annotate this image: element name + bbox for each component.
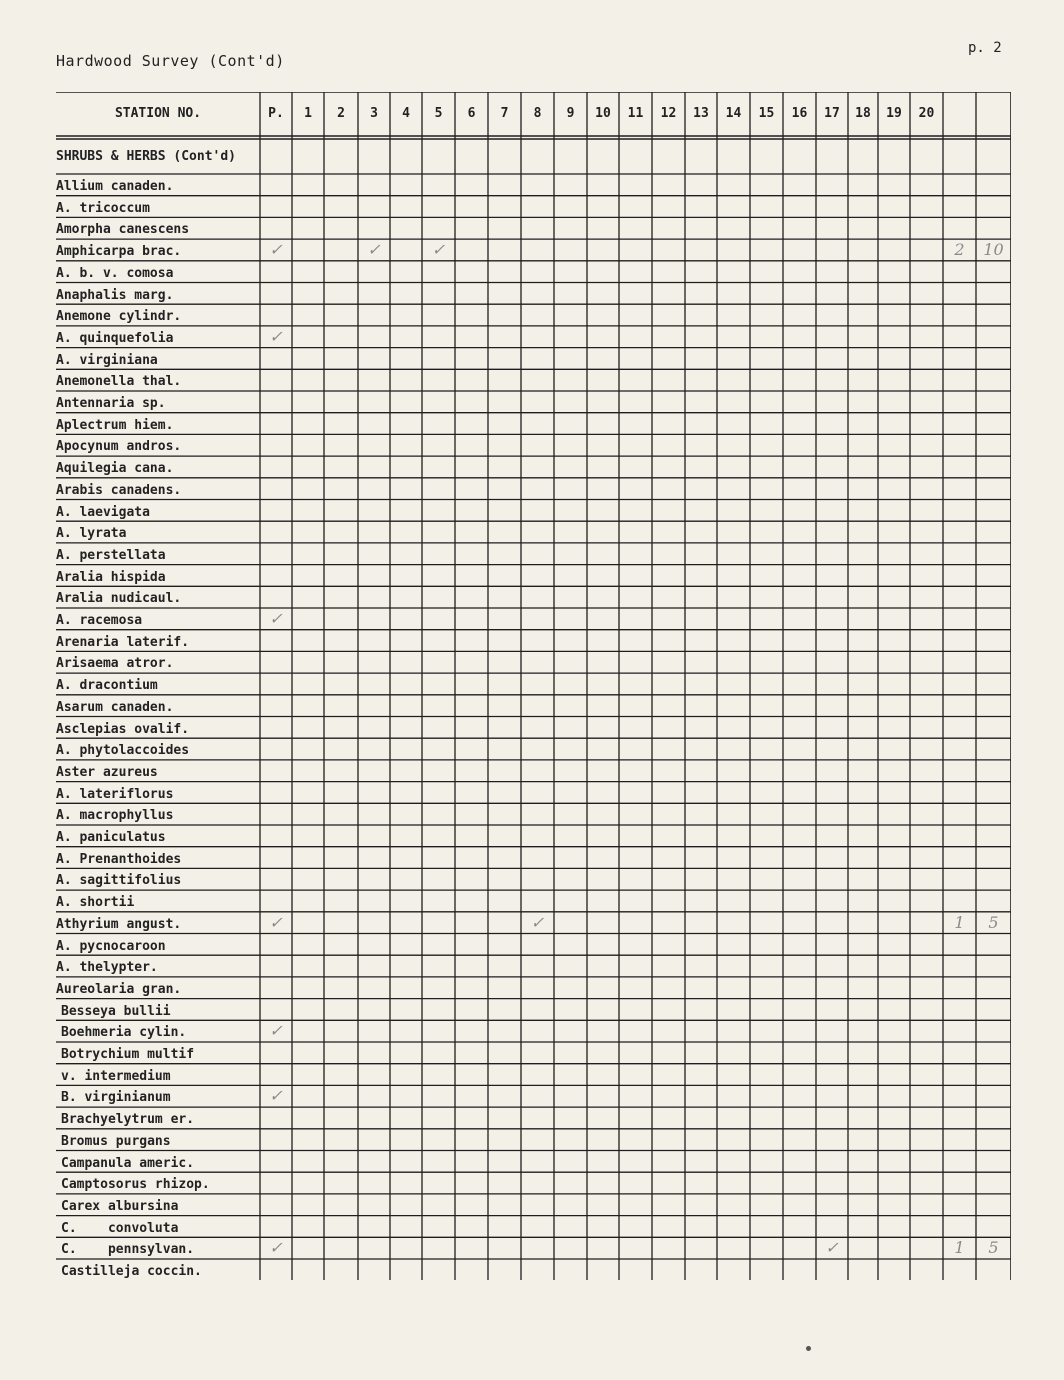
tally-mark: ✓ [269, 240, 283, 260]
species-label: A. tricoccum [56, 200, 150, 216]
species-label: Brachyelytrum er. [61, 1112, 195, 1128]
survey-grid [56, 92, 1011, 1280]
station-column-header: 19 [886, 106, 902, 121]
species-label: Botrychium multif [61, 1047, 195, 1062]
tally-mark: ✓ [269, 1021, 283, 1041]
species-label: Besseya bullii [61, 1003, 171, 1019]
station-column-header: 12 [660, 106, 677, 121]
species-label: A. phytolaccoides [56, 743, 190, 759]
species-label: Bromus purgans [61, 1133, 171, 1149]
species-label: A. perstellata [56, 547, 166, 563]
station-column-header: 10 [595, 106, 611, 121]
species-label: Arabis canadens. [56, 482, 182, 498]
species-label: Amorpha canescens [56, 222, 190, 238]
species-label: C. convoluta [61, 1220, 179, 1236]
tally-mark: ✓ [269, 1086, 283, 1106]
species-label: C. pennsylvan. [61, 1242, 195, 1258]
survey-title: Hardwood Survey (Cont'd) [56, 52, 285, 70]
tally-mark: 2 [954, 240, 965, 260]
grid-lines [56, 92, 1011, 1280]
species-label: A. thelypter. [56, 960, 158, 976]
species-label: A. Prenanthoides [56, 851, 182, 867]
species-label: Anemone cylindr. [56, 309, 182, 325]
paper-speck [806, 1346, 811, 1351]
tally-mark: ✓ [367, 240, 381, 260]
species-label: A. racemosa [56, 613, 143, 628]
species-label: Aralia hispida [56, 569, 166, 585]
species-label: Arisaema atror. [56, 656, 174, 672]
species-label: Aquilegia cana. [56, 461, 174, 477]
station-column-header: P. [268, 106, 284, 121]
species-label: A. virginiana [56, 352, 158, 368]
station-column-header: 8 [533, 106, 542, 121]
station-column-header: 18 [855, 106, 871, 121]
species-label: A. lateriflorus [56, 786, 174, 802]
station-column-header: 20 [918, 106, 935, 121]
tally-mark: 5 [988, 1238, 999, 1258]
species-label: Anemonella thal. [56, 374, 182, 390]
species-label: Allium canaden. [56, 179, 174, 194]
station-column-header: 9 [566, 106, 575, 121]
station-column-header: 11 [627, 106, 644, 121]
station-column-header: 14 [725, 106, 742, 121]
tally-mark: ✓ [269, 609, 283, 628]
tally-mark: ✓ [530, 912, 545, 932]
page-number: p. 2 [968, 40, 1002, 56]
species-label: Antennaria sp. [56, 396, 166, 411]
station-column-header: 16 [791, 106, 808, 121]
tally-mark: 10 [983, 240, 1004, 260]
tally-mark: 1 [954, 1238, 965, 1258]
tally-mark: 1 [954, 912, 965, 932]
species-label: A. dracontium [56, 678, 158, 694]
species-label: Asclepias ovalif. [56, 721, 190, 737]
species-label: A. paniculatus [56, 830, 166, 845]
species-label: Asarum canaden. [56, 699, 174, 715]
species-label: A. sagittifolius [56, 873, 182, 889]
tally-mark: ✓ [825, 1238, 839, 1258]
tally-mark: ✓ [269, 326, 283, 346]
species-label: v. intermedium [61, 1068, 171, 1084]
species-label: A. laevigata [56, 504, 150, 520]
station-column-header: 2 [337, 106, 345, 121]
species-label: A. b. v. comosa [56, 265, 174, 281]
station-column-header: 7 [500, 106, 509, 121]
species-label: Camptosorus rhizop. [61, 1177, 210, 1193]
species-label: Boehmeria cylin. [61, 1025, 187, 1041]
station-column-header: 17 [824, 106, 840, 121]
species-label: B. virginianum [61, 1090, 171, 1106]
station-column-header: 3 [370, 106, 378, 121]
tally-mark: ✓ [431, 240, 446, 260]
station-column-header: 5 [434, 106, 443, 121]
species-label: A. quinquefolia [56, 330, 174, 346]
species-label: A. shortii [56, 895, 135, 911]
species-label: Campanula americ. [61, 1155, 195, 1171]
species-label: Carex albursina [61, 1198, 179, 1214]
species-label: A. lyrata [56, 526, 127, 542]
station-column-header: 13 [693, 106, 709, 121]
tally-mark: ✓ [269, 912, 283, 932]
species-label: Athyrium angust. [56, 916, 182, 932]
species-label: Castilleja coccin. [61, 1264, 202, 1279]
tally-mark: 5 [988, 912, 999, 932]
species-label: Arenaria laterif. [56, 634, 190, 650]
station-no-header: STATION NO. [114, 106, 202, 121]
tally-mark: ✓ [269, 1238, 283, 1258]
species-label: Aplectrum hiem. [56, 417, 174, 433]
species-label: Aureolaria gran. [56, 981, 182, 997]
species-label: A. pycnocaroon [56, 938, 166, 954]
station-column-header: 4 [402, 106, 410, 121]
species-label: Amphicarpa brac. [56, 244, 182, 260]
species-label: Anaphalis marg. [56, 287, 174, 303]
species-label: A. macrophyllus [56, 808, 174, 824]
station-column-header: 1 [304, 106, 312, 121]
station-column-header: 6 [467, 106, 476, 121]
species-label: Aralia nudicaul. [56, 591, 182, 607]
species-label: Apocynum andros. [56, 439, 182, 455]
station-column-header: 15 [758, 106, 775, 121]
species-label: Aster azureus [56, 764, 158, 780]
section-heading: SHRUBS & HERBS (Cont'd) [56, 149, 237, 164]
